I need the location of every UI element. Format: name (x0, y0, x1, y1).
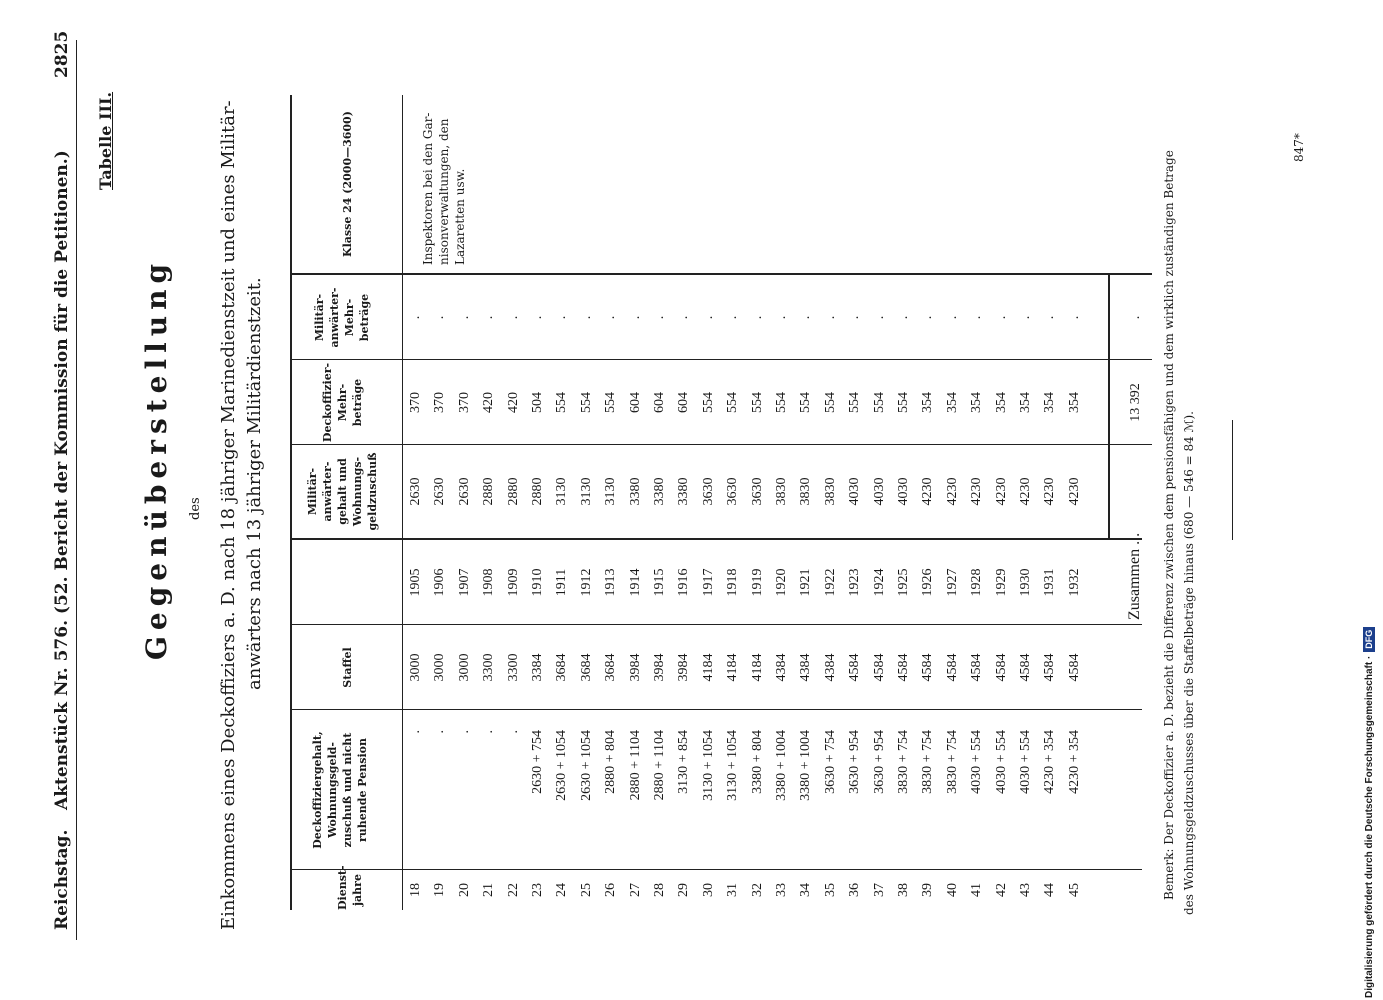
cell-mil: 3630 (725, 477, 741, 506)
cell-mil: 2880 (481, 477, 497, 506)
cell-dm: 554 (822, 392, 838, 413)
cell-gehalt: . (505, 730, 521, 734)
cell-gehalt: 2880 + 1104 (627, 730, 643, 801)
cell-dm: 354 (993, 392, 1009, 413)
cell-dj: 42 (993, 883, 1009, 897)
cell-gehalt: 4030 + 554 (1018, 730, 1033, 794)
cell-mil: 3630 (700, 477, 716, 506)
cell-jahr: 1911 (554, 568, 570, 597)
cell-dj: 30 (700, 883, 716, 897)
page-number: 2825 (52, 30, 72, 78)
col-head-staffel: Staffel (341, 647, 354, 688)
cell-jahr: 1931 (1042, 568, 1058, 597)
table-head-rule (402, 95, 403, 910)
klasse-note: Inspektoren bei den Gar- nisonverwaltungen, den Lazaretten usw. (421, 112, 467, 265)
cell-dm: 370 (408, 392, 423, 413)
footer-rule (1232, 420, 1233, 540)
cell-jahr: 1907 (456, 568, 472, 597)
cell-mil: 4230 (920, 477, 936, 506)
cell-mm: . (627, 315, 643, 320)
sum-rule (1108, 275, 1110, 538)
remark-line2: des Wohnungsgeldzuschusses über die Staffelbeträge hinaus (680 — 546 = 84 ℳ). (1182, 411, 1196, 915)
sidebar-credit (1360, 8, 1380, 998)
cell-mm: . (1042, 315, 1058, 320)
col-head-deck-mehr: Deckoffizier- Mehr- beträge (321, 362, 364, 443)
cell-jahr: 1908 (481, 568, 497, 597)
cell-mm: . (578, 315, 594, 320)
cell-mm: . (725, 315, 741, 320)
col-head-mil-mehr: Militär- anwärter- Mehr- beträge (313, 287, 371, 348)
cell-gehalt: . (408, 730, 423, 734)
cell-mm: . (652, 315, 667, 320)
cell-jahr: 1915 (652, 568, 667, 597)
dfg-logo: DFG (1363, 627, 1375, 652)
cell-gehalt: 4030 + 554 (993, 730, 1009, 794)
cell-gehalt: 4230 + 354 (1042, 730, 1058, 794)
cell-staffel: 3684 (578, 653, 594, 682)
cell-mil: 3130 (554, 477, 570, 506)
cell-mil: 4230 (944, 477, 960, 506)
cell-mm: . (481, 315, 497, 320)
cell-gehalt: 3380 + 1004 (798, 730, 814, 801)
cell-mm: . (896, 315, 911, 320)
cell-dm: 554 (871, 392, 887, 413)
cell-dm: 554 (700, 392, 716, 413)
cell-gehalt: 4230 + 354 (1066, 730, 1082, 794)
cell-dm: 504 (530, 392, 545, 413)
cell-gehalt: 3380 + 804 (749, 730, 765, 794)
cell-staffel: 4584 (871, 653, 887, 682)
cell-jahr: 1917 (700, 568, 716, 597)
cell-gehalt: 3130 + 1054 (700, 730, 716, 801)
col-head-militaer: Militär- anwärter- gehalt und Wohnungs- geldzuschuß (306, 452, 379, 531)
cell-dj: 24 (554, 883, 570, 897)
cell-jahr: 1913 (603, 568, 619, 597)
cell-staffel: 3984 (652, 653, 667, 682)
cell-gehalt: 3830 + 754 (920, 730, 936, 794)
cell-gehalt: 4030 + 554 (969, 730, 985, 794)
cell-staffel: 4584 (1066, 653, 1082, 682)
cell-dj: 25 (578, 883, 594, 897)
cell-dj: 29 (676, 883, 692, 897)
title-sub: des (188, 497, 203, 520)
cell-staffel: 4184 (700, 653, 716, 682)
cell-mm: . (603, 315, 619, 320)
cell-mil: 4030 (896, 477, 911, 506)
cell-mm: . (700, 315, 716, 320)
cell-staffel: 3684 (554, 653, 570, 682)
cell-mm: . (505, 315, 521, 320)
cell-dm: 370 (456, 392, 472, 413)
cell-dm: 554 (774, 392, 789, 413)
cell-jahr: 1930 (1018, 568, 1033, 597)
table-top-rule (290, 95, 292, 910)
cell-mm: . (408, 315, 423, 320)
cell-dj: 39 (920, 883, 936, 897)
cell-jahr: 1918 (725, 568, 741, 597)
cell-staffel: 3000 (408, 653, 423, 682)
cell-mm: . (530, 315, 545, 320)
cell-jahr: 1905 (408, 568, 423, 597)
cell-dj: 38 (896, 883, 911, 897)
header-left: Reichstag. (52, 829, 72, 930)
total-value: 13 392 (1128, 383, 1143, 422)
cell-dj: 35 (822, 883, 838, 897)
cell-mm: . (1066, 315, 1082, 320)
cell-dj: 31 (725, 883, 741, 897)
cell-gehalt: 2630 + 1054 (578, 730, 594, 801)
cell-jahr: 1919 (749, 568, 765, 597)
cell-dm: 604 (652, 392, 667, 413)
cell-mil: 2630 (408, 477, 423, 506)
cell-dm: 554 (798, 392, 814, 413)
cell-mil: 3630 (749, 477, 765, 506)
cell-staffel: 3984 (676, 653, 692, 682)
total-mil-mehr: . (1128, 315, 1143, 320)
cell-staffel: 3000 (456, 653, 472, 682)
cell-dj: 20 (456, 883, 472, 897)
cell-dj: 28 (652, 883, 667, 897)
cell-dj: 45 (1066, 883, 1082, 897)
cell-dj: 37 (871, 883, 887, 897)
cell-gehalt: 3630 + 954 (871, 730, 887, 794)
cell-mm: . (993, 315, 1009, 320)
cell-jahr: 1909 (505, 568, 521, 597)
cell-gehalt: 2630 + 754 (530, 730, 545, 794)
cell-mm: . (798, 315, 814, 320)
cell-mm: . (774, 315, 789, 320)
cell-dm: 354 (969, 392, 985, 413)
cell-jahr: 1927 (944, 568, 960, 597)
cell-dm: 554 (554, 392, 570, 413)
cell-jahr: 1932 (1066, 568, 1082, 597)
cell-jahr: 1923 (847, 568, 863, 597)
cell-dm: 554 (896, 392, 911, 413)
cell-mil: 3830 (774, 477, 789, 506)
cell-gehalt: 3830 + 754 (944, 730, 960, 794)
cell-staffel: 3000 (432, 653, 448, 682)
cell-staffel: 4184 (725, 653, 741, 682)
cell-mm: . (456, 315, 472, 320)
cell-mm: . (554, 315, 570, 320)
cell-staffel: 3384 (530, 653, 545, 682)
title-line1: Einkommens eines Deckoffiziers a. D. nach 18 jähriger Marinedienstzeit und eines Militär- (218, 100, 239, 930)
cell-jahr: 1925 (896, 568, 911, 597)
cell-dm: 420 (505, 392, 521, 413)
cell-dm: 354 (1018, 392, 1033, 413)
header-center: Aktenstück Nr. 576. (52. Bericht der Kommission für die Petitionen.) (52, 150, 72, 810)
cell-staffel: 4584 (969, 653, 985, 682)
cell-mm: . (432, 315, 448, 320)
cell-staffel: 4584 (1018, 653, 1033, 682)
cell-dm: 604 (676, 392, 692, 413)
cell-staffel: 4584 (1042, 653, 1058, 682)
cell-jahr: 1922 (822, 568, 838, 597)
cell-dj: 43 (1018, 883, 1033, 897)
cell-dj: 19 (432, 883, 448, 897)
cell-staffel: 3984 (627, 653, 643, 682)
footer-mark: 847* (1292, 133, 1306, 162)
cell-dj: 33 (774, 883, 789, 897)
cell-mil: 3380 (676, 477, 692, 506)
cell-gehalt: 3380 + 1004 (774, 730, 789, 801)
cell-gehalt: . (481, 730, 497, 734)
cell-gehalt: 2880 + 804 (603, 730, 619, 794)
cell-dm: 354 (920, 392, 936, 413)
cell-jahr: 1920 (774, 568, 789, 597)
cell-staffel: 4584 (993, 653, 1009, 682)
cell-jahr: 1928 (969, 568, 985, 597)
cell-mil: 3380 (627, 477, 643, 506)
cell-gehalt: 3630 + 754 (822, 730, 838, 794)
cell-staffel: 4184 (749, 653, 765, 682)
table-label: Tabelle III. (96, 91, 115, 190)
cell-mm: . (749, 315, 765, 320)
cell-jahr: 1921 (798, 568, 814, 597)
sidebar-credit-text: Digitalisierung gefördert durch die Deutsche Forschungsgemeinschaft · (1364, 655, 1375, 998)
cell-dm: 420 (481, 392, 497, 413)
cell-gehalt: 3630 + 954 (847, 730, 863, 794)
cell-dm: 354 (1042, 392, 1058, 413)
cell-dm: 354 (1066, 392, 1082, 413)
cell-dm: 554 (847, 392, 863, 413)
cell-mm: . (676, 315, 692, 320)
total-label: Zusammen . . (1126, 532, 1143, 620)
cell-mil: 4030 (847, 477, 863, 506)
cell-dm: 554 (603, 392, 619, 413)
cell-mil: 4230 (1042, 477, 1058, 506)
remark-line1: Bemerk: Der Deckoffizier a. D. bezieht die Differenz zwischen dem pensionsfähigen und dem wirklich zuständigen Betrage (1162, 150, 1176, 900)
cell-mil: 3830 (822, 477, 838, 506)
cell-mil: 4230 (1066, 477, 1082, 506)
col-head-gehalt: Deckoffiziergehalt, Wohnungsgeld- zuschuß und nicht ruhende Pension (311, 731, 369, 849)
cell-jahr: 1914 (627, 568, 643, 597)
cell-jahr: 1929 (993, 568, 1009, 597)
cell-mil: 4230 (993, 477, 1009, 506)
cell-mil: 4230 (969, 477, 985, 506)
cell-gehalt: . (432, 730, 448, 734)
cell-mil: 3380 (652, 477, 667, 506)
cell-dj: 44 (1042, 883, 1058, 897)
cell-dm: 554 (725, 392, 741, 413)
document-title: Gegenüberstellung (140, 257, 173, 660)
title-line2: anwärters nach 13 jähriger Militärdienstzeit. (244, 277, 265, 690)
cell-dj: 40 (944, 883, 960, 897)
cell-mm: . (920, 315, 936, 320)
cell-jahr: 1926 (920, 568, 936, 597)
cell-dj: 27 (627, 883, 643, 897)
cell-jahr: 1912 (578, 568, 594, 597)
cell-gehalt: 2630 + 1054 (554, 730, 570, 801)
cell-mil: 3130 (603, 477, 619, 506)
cell-staffel: 4584 (847, 653, 863, 682)
cell-dm: 354 (944, 392, 960, 413)
col-head-klasse: Klasse 24 (2000—3600) (341, 111, 354, 257)
cell-dj: 36 (847, 883, 863, 897)
cell-mil: 2880 (505, 477, 521, 506)
cell-staffel: 4384 (798, 653, 814, 682)
cell-staffel: 4384 (774, 653, 789, 682)
cell-dm: 370 (432, 392, 448, 413)
cell-staffel: 4584 (896, 653, 911, 682)
cell-staffel: 3300 (505, 653, 521, 682)
header-rule (76, 40, 77, 940)
cell-dj: 23 (530, 883, 545, 897)
cell-mm: . (944, 315, 960, 320)
cell-mil: 3130 (578, 477, 594, 506)
cell-dj: 32 (749, 883, 765, 897)
cell-dj: 22 (505, 883, 521, 897)
cell-mil: 2630 (456, 477, 472, 506)
cell-dj: 18 (408, 883, 423, 897)
cell-dj: 21 (481, 883, 497, 897)
cell-jahr: 1916 (676, 568, 692, 597)
cell-staffel: 4384 (822, 653, 838, 682)
cell-gehalt: 3130 + 1054 (725, 730, 741, 801)
cell-mm: . (847, 315, 863, 320)
cell-gehalt: 2880 + 1104 (652, 730, 667, 801)
cell-jahr: 1910 (530, 568, 545, 597)
cell-jahr: 1924 (871, 568, 887, 597)
cell-dm: 554 (578, 392, 594, 413)
cell-staffel: 3300 (481, 653, 497, 682)
cell-staffel: 3684 (603, 653, 619, 682)
col-head-dienstjahre: Dienst- jahre (336, 865, 364, 910)
cell-staffel: 4584 (920, 653, 936, 682)
cell-mil: 2630 (432, 477, 448, 506)
cell-dj: 26 (603, 883, 619, 897)
cell-staffel: 4584 (944, 653, 960, 682)
cell-gehalt: 3130 + 854 (676, 730, 692, 794)
cell-mm: . (969, 315, 985, 320)
cell-mil: 4030 (871, 477, 887, 506)
cell-mm: . (871, 315, 887, 320)
cell-dj: 41 (969, 883, 985, 897)
cell-gehalt: . (456, 730, 472, 734)
cell-mil: 3830 (798, 477, 814, 506)
cell-jahr: 1906 (432, 568, 448, 597)
cell-mil: 4230 (1018, 477, 1033, 506)
cell-mil: 2880 (530, 477, 545, 506)
cell-dj: 34 (798, 883, 814, 897)
cell-dm: 554 (749, 392, 765, 413)
cell-mm: . (1018, 315, 1033, 320)
cell-dm: 604 (627, 392, 643, 413)
cell-gehalt: 3830 + 754 (896, 730, 911, 794)
cell-mm: . (822, 315, 838, 320)
